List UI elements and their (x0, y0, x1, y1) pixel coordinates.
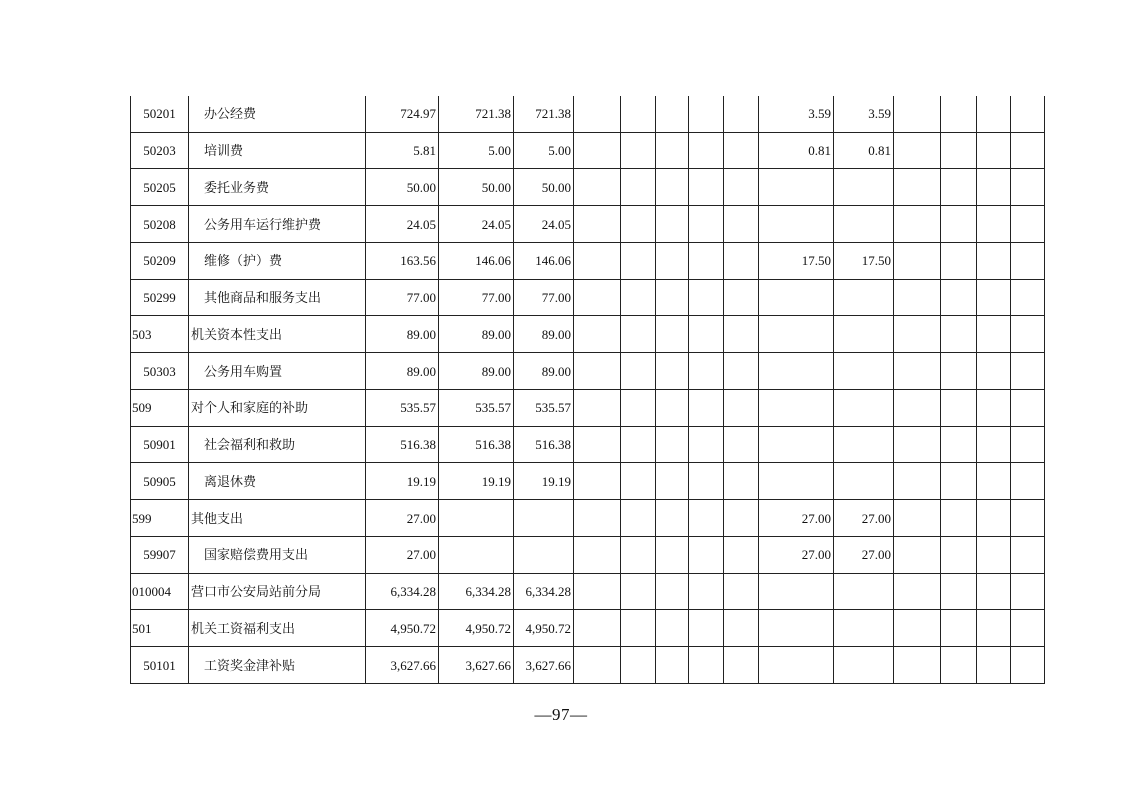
amount-cell (1011, 426, 1045, 463)
row-name: 对个人和家庭的补助 (189, 389, 366, 426)
amount-cell (621, 500, 656, 537)
amount-cell (724, 132, 759, 169)
amount-cell (834, 206, 894, 243)
amount-cell (689, 500, 724, 537)
amount-cell (656, 610, 689, 647)
amount-cell (894, 242, 941, 279)
row-code: 50201 (131, 96, 189, 132)
amount-cell (621, 206, 656, 243)
amount-cell (894, 500, 941, 537)
amount-cell (1011, 242, 1045, 279)
amount-cell (977, 647, 1011, 684)
amount-cell (977, 353, 1011, 390)
amount-cell (574, 647, 621, 684)
amount-cell (689, 610, 724, 647)
table-row (131, 463, 1045, 500)
amount-cell (689, 647, 724, 684)
amount-cell (834, 610, 894, 647)
amount-cell (724, 536, 759, 573)
amount-cell (724, 463, 759, 500)
amount-cell (759, 426, 834, 463)
amount-cell (656, 500, 689, 537)
amount-cell (834, 573, 894, 610)
amount-cell (621, 242, 656, 279)
amount-cell (894, 610, 941, 647)
amount-cell: 0.81 (759, 132, 834, 169)
page-number: —97— (534, 705, 588, 724)
amount-cell (574, 96, 621, 132)
amount-cell (574, 353, 621, 390)
amount-cell: 146.06 (439, 242, 514, 279)
amount-cell: 89.00 (514, 353, 574, 390)
amount-cell (689, 206, 724, 243)
row-name: 国家赔偿费用支出 (189, 536, 366, 573)
amount-cell: 4,950.72 (366, 610, 439, 647)
amount-cell (621, 536, 656, 573)
amount-cell: 5.81 (366, 132, 439, 169)
amount-cell: 3,627.66 (366, 647, 439, 684)
amount-cell (894, 389, 941, 426)
amount-cell (724, 206, 759, 243)
amount-cell (621, 316, 656, 353)
amount-cell (1011, 96, 1045, 132)
amount-cell (574, 610, 621, 647)
row-name: 机关资本性支出 (189, 316, 366, 353)
amount-cell (574, 169, 621, 206)
amount-cell: 3.59 (759, 96, 834, 132)
amount-cell: 535.57 (514, 389, 574, 426)
row-name: 其他商品和服务支出 (189, 279, 366, 316)
row-name: 办公经费 (189, 96, 366, 132)
amount-cell (724, 279, 759, 316)
row-code: 50299 (131, 279, 189, 316)
row-code: 509 (131, 389, 189, 426)
amount-cell: 146.06 (514, 242, 574, 279)
row-name: 公务用车购置 (189, 353, 366, 390)
amount-cell (1011, 610, 1045, 647)
amount-cell (894, 132, 941, 169)
amount-cell (894, 647, 941, 684)
amount-cell (894, 316, 941, 353)
amount-cell (689, 132, 724, 169)
amount-cell (574, 389, 621, 426)
amount-cell (759, 316, 834, 353)
amount-cell (1011, 389, 1045, 426)
amount-cell: 3.59 (834, 96, 894, 132)
amount-cell (894, 426, 941, 463)
amount-cell (621, 96, 656, 132)
amount-cell (574, 573, 621, 610)
amount-cell: 24.05 (439, 206, 514, 243)
amount-cell (894, 463, 941, 500)
amount-cell (941, 132, 977, 169)
amount-cell (724, 169, 759, 206)
table-row (131, 96, 1045, 132)
amount-cell (621, 647, 656, 684)
amount-cell: 535.57 (439, 389, 514, 426)
amount-cell (574, 242, 621, 279)
amount-cell (941, 463, 977, 500)
row-code: 501 (131, 610, 189, 647)
row-code: 50101 (131, 647, 189, 684)
amount-cell (689, 463, 724, 500)
amount-cell (834, 169, 894, 206)
amount-cell (656, 426, 689, 463)
amount-cell (656, 206, 689, 243)
row-code: 50205 (131, 169, 189, 206)
amount-cell (689, 573, 724, 610)
amount-cell: 50.00 (366, 169, 439, 206)
row-name: 维修（护）费 (189, 242, 366, 279)
amount-cell: 77.00 (514, 279, 574, 316)
amount-cell (941, 647, 977, 684)
amount-cell (941, 242, 977, 279)
amount-cell (656, 389, 689, 426)
budget-table (130, 96, 1045, 684)
row-name: 机关工资福利支出 (189, 610, 366, 647)
amount-cell (759, 647, 834, 684)
amount-cell (941, 426, 977, 463)
amount-cell (1011, 647, 1045, 684)
amount-cell: 535.57 (366, 389, 439, 426)
table-row (131, 500, 1045, 537)
amount-cell (656, 316, 689, 353)
amount-cell (977, 500, 1011, 537)
amount-cell (514, 536, 574, 573)
row-name: 公务用车运行维护费 (189, 206, 366, 243)
amount-cell (977, 536, 1011, 573)
amount-cell (621, 426, 656, 463)
table-row (131, 573, 1045, 610)
table-row (131, 279, 1045, 316)
amount-cell (977, 242, 1011, 279)
amount-cell (834, 463, 894, 500)
amount-cell: 516.38 (439, 426, 514, 463)
amount-cell (977, 132, 1011, 169)
amount-cell (574, 426, 621, 463)
amount-cell (1011, 500, 1045, 537)
amount-cell (834, 353, 894, 390)
row-name: 离退休费 (189, 463, 366, 500)
amount-cell (574, 463, 621, 500)
table-row (131, 242, 1045, 279)
amount-cell (977, 426, 1011, 463)
row-code: 50203 (131, 132, 189, 169)
amount-cell (689, 242, 724, 279)
row-code: 50209 (131, 242, 189, 279)
amount-cell (689, 96, 724, 132)
table-row (131, 132, 1045, 169)
amount-cell: 77.00 (366, 279, 439, 316)
amount-cell (894, 353, 941, 390)
amount-cell (1011, 132, 1045, 169)
amount-cell (724, 426, 759, 463)
amount-cell (941, 500, 977, 537)
amount-cell (1011, 463, 1045, 500)
amount-cell: 3,627.66 (439, 647, 514, 684)
amount-cell: 5.00 (514, 132, 574, 169)
amount-cell (621, 463, 656, 500)
amount-cell (724, 96, 759, 132)
amount-cell (574, 316, 621, 353)
table-row (131, 389, 1045, 426)
amount-cell (724, 389, 759, 426)
row-code: 010004 (131, 573, 189, 610)
amount-cell (689, 316, 724, 353)
amount-cell (689, 536, 724, 573)
amount-cell (894, 96, 941, 132)
table-row (131, 353, 1045, 390)
amount-cell: 27.00 (759, 536, 834, 573)
amount-cell: 6,334.28 (366, 573, 439, 610)
amount-cell: 27.00 (366, 536, 439, 573)
amount-cell (977, 463, 1011, 500)
amount-cell (656, 353, 689, 390)
table-row (131, 426, 1045, 463)
amount-cell (439, 536, 514, 573)
amount-cell (941, 169, 977, 206)
amount-cell: 89.00 (366, 316, 439, 353)
amount-cell: 724.97 (366, 96, 439, 132)
amount-cell (941, 279, 977, 316)
amount-cell (689, 279, 724, 316)
amount-cell (621, 169, 656, 206)
amount-cell (621, 610, 656, 647)
amount-cell (439, 500, 514, 537)
amount-cell (759, 353, 834, 390)
amount-cell (514, 500, 574, 537)
amount-cell: 27.00 (834, 500, 894, 537)
amount-cell (574, 279, 621, 316)
amount-cell (689, 426, 724, 463)
amount-cell: 19.19 (514, 463, 574, 500)
amount-cell (621, 279, 656, 316)
row-code: 50303 (131, 353, 189, 390)
amount-cell (724, 353, 759, 390)
table-row (131, 647, 1045, 684)
row-name: 培训费 (189, 132, 366, 169)
amount-cell: 89.00 (439, 353, 514, 390)
amount-cell: 0.81 (834, 132, 894, 169)
amount-cell (894, 169, 941, 206)
amount-cell (724, 242, 759, 279)
amount-cell (941, 316, 977, 353)
amount-cell (1011, 536, 1045, 573)
amount-cell (1011, 169, 1045, 206)
amount-cell: 163.56 (366, 242, 439, 279)
table-row (131, 169, 1045, 206)
row-name: 营口市公安局站前分局 (189, 573, 366, 610)
amount-cell (834, 389, 894, 426)
amount-cell (977, 206, 1011, 243)
amount-cell (1011, 316, 1045, 353)
amount-cell (834, 316, 894, 353)
amount-cell (621, 573, 656, 610)
amount-cell (724, 647, 759, 684)
amount-cell: 24.05 (366, 206, 439, 243)
amount-cell (656, 169, 689, 206)
amount-cell (656, 96, 689, 132)
row-code: 503 (131, 316, 189, 353)
amount-cell (689, 389, 724, 426)
amount-cell (724, 573, 759, 610)
amount-cell (941, 610, 977, 647)
amount-cell (724, 316, 759, 353)
amount-cell (977, 169, 1011, 206)
amount-cell (656, 242, 689, 279)
amount-cell: 89.00 (514, 316, 574, 353)
amount-cell (724, 500, 759, 537)
row-code: 59907 (131, 536, 189, 573)
amount-cell (894, 206, 941, 243)
amount-cell: 3,627.66 (514, 647, 574, 684)
amount-cell (724, 610, 759, 647)
amount-cell (656, 463, 689, 500)
amount-cell (1011, 353, 1045, 390)
table-row (131, 316, 1045, 353)
amount-cell (941, 206, 977, 243)
amount-cell: 27.00 (834, 536, 894, 573)
amount-cell: 50.00 (514, 169, 574, 206)
amount-cell (574, 132, 621, 169)
amount-cell: 516.38 (366, 426, 439, 463)
amount-cell (941, 536, 977, 573)
amount-cell (574, 536, 621, 573)
row-name: 其他支出 (189, 500, 366, 537)
amount-cell: 50.00 (439, 169, 514, 206)
amount-cell (834, 426, 894, 463)
amount-cell (759, 389, 834, 426)
amount-cell: 27.00 (759, 500, 834, 537)
amount-cell (759, 610, 834, 647)
amount-cell (759, 573, 834, 610)
row-code: 50208 (131, 206, 189, 243)
amount-cell: 4,950.72 (514, 610, 574, 647)
amount-cell (977, 610, 1011, 647)
amount-cell (941, 573, 977, 610)
row-code: 50905 (131, 463, 189, 500)
amount-cell (894, 573, 941, 610)
amount-cell (656, 647, 689, 684)
amount-cell: 6,334.28 (439, 573, 514, 610)
amount-cell: 721.38 (514, 96, 574, 132)
amount-cell (574, 206, 621, 243)
amount-cell: 4,950.72 (439, 610, 514, 647)
amount-cell (1011, 206, 1045, 243)
row-code: 599 (131, 500, 189, 537)
amount-cell (759, 279, 834, 316)
amount-cell (656, 536, 689, 573)
amount-cell (894, 279, 941, 316)
amount-cell: 89.00 (366, 353, 439, 390)
amount-cell (977, 389, 1011, 426)
amount-cell: 516.38 (514, 426, 574, 463)
amount-cell (759, 169, 834, 206)
amount-cell: 89.00 (439, 316, 514, 353)
amount-cell: 17.50 (834, 242, 894, 279)
amount-cell: 6,334.28 (514, 573, 574, 610)
row-code: 50901 (131, 426, 189, 463)
table-row (131, 610, 1045, 647)
row-name: 工资奖金津补贴 (189, 647, 366, 684)
amount-cell (574, 500, 621, 537)
row-name: 委托业务费 (189, 169, 366, 206)
amount-cell (689, 353, 724, 390)
amount-cell (656, 279, 689, 316)
amount-cell: 721.38 (439, 96, 514, 132)
amount-cell (656, 573, 689, 610)
amount-cell: 77.00 (439, 279, 514, 316)
amount-cell (621, 389, 656, 426)
amount-cell: 19.19 (439, 463, 514, 500)
amount-cell (977, 279, 1011, 316)
amount-cell (656, 132, 689, 169)
amount-cell (941, 353, 977, 390)
amount-cell (1011, 279, 1045, 316)
table-row (131, 536, 1045, 573)
amount-cell (621, 132, 656, 169)
amount-cell (834, 647, 894, 684)
amount-cell: 19.19 (366, 463, 439, 500)
amount-cell (689, 169, 724, 206)
amount-cell (759, 463, 834, 500)
amount-cell (894, 536, 941, 573)
table-row (131, 206, 1045, 243)
amount-cell (977, 96, 1011, 132)
amount-cell (977, 316, 1011, 353)
amount-cell (977, 573, 1011, 610)
amount-cell (941, 389, 977, 426)
amount-cell: 24.05 (514, 206, 574, 243)
amount-cell (941, 96, 977, 132)
row-name: 社会福利和救助 (189, 426, 366, 463)
amount-cell: 5.00 (439, 132, 514, 169)
amount-cell: 17.50 (759, 242, 834, 279)
amount-cell: 27.00 (366, 500, 439, 537)
amount-cell (759, 206, 834, 243)
amount-cell (621, 353, 656, 390)
amount-cell (1011, 573, 1045, 610)
amount-cell (834, 279, 894, 316)
